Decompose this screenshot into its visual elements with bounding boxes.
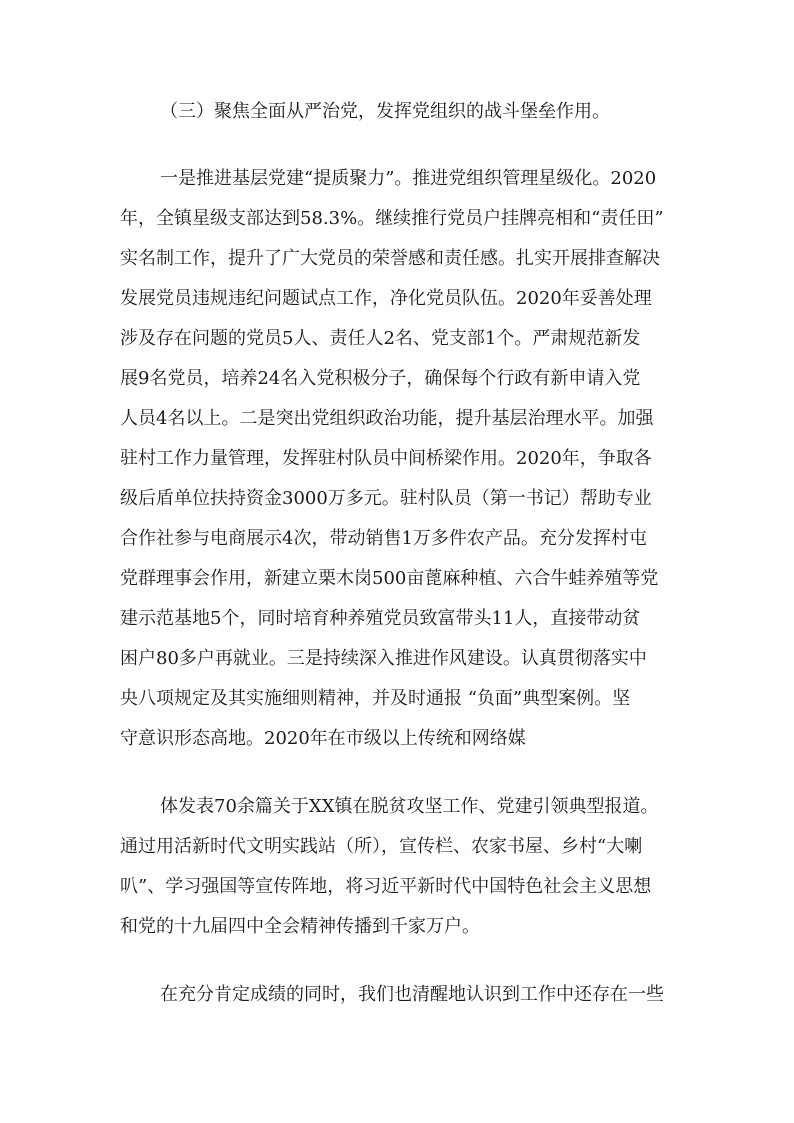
- paragraph-line: 和党的十九届四中全会精神传播到千家万户。: [120, 916, 480, 937]
- paragraph-line: 年，全镇星级支部达到58.3%。继续推行党员户挂牌亮相和“责任田”: [120, 208, 664, 229]
- paragraph-line: 实名制工作，提升了广大党员的荣誉感和责任感。扎实开展排查解决: [120, 248, 660, 269]
- paragraph-line: 一是推进基层党建“提质聚力”。推进党组织管理星级化。2020: [160, 168, 657, 189]
- paragraph-line: 叭”、学习强国等宣传阵地，将习近平新时代中国特色社会主义思想: [120, 876, 652, 897]
- paragraph-line: 在充分肯定成绩的同时，我们也清醒地认识到工作中还存在一些: [160, 984, 664, 1005]
- paragraph-line: 体发表70余篇关于XX镇在脱贫攻坚工作、党建引领典型报道。: [160, 796, 659, 817]
- paragraph-line: 人员4名以上。二是突出党组织政治功能，提升基层治理水平。加强: [120, 408, 654, 429]
- paragraph-line: 央八项规定及其实施细则精神，并及时通报 “负面”典型案例。坚: [120, 688, 631, 709]
- paragraph-line: 展9名党员，培养24名入党积极分子，确保每个行政有新申请入党: [120, 368, 641, 389]
- paragraph-line: 困户80多户再就业。三是持续深入推进作风建设。认真贯彻落实中: [120, 648, 647, 669]
- paragraph-line: 驻村工作力量管理，发挥驻村队员中间桥梁作用。2020年，争取各: [120, 448, 652, 469]
- paragraph-line: 发展党员违规违纪问题试点工作，净化党员队伍。2020年妥善处理: [120, 288, 652, 309]
- paragraph-line: 合作社参与电商展示4次，带动销售1万多件农产品。充分发挥村屯: [120, 528, 647, 549]
- paragraph-line: 通过用活新时代文明实践站（所），宣传栏、农家书屋、乡村“大喇: [120, 836, 643, 857]
- paragraph-line: 级后盾单位扶持资金3000万多元。驻村队员（第一书记）帮助专业: [120, 488, 652, 509]
- paragraph-line: 建示范基地5个，同时培育种养殖党员致富带头11人，直接带动贫: [120, 608, 641, 629]
- section-heading: （三）聚焦全面从严治党，发挥党组织的战斗堡垒作用。: [160, 101, 610, 122]
- paragraph-line: 守意识形态高地。2020年在市级以上传统和网络媒: [120, 728, 526, 749]
- paragraph-line: 党群理事会作用，新建立栗木岗500亩蓖麻种植、六合牛蛙养殖等党: [120, 568, 659, 589]
- paragraph-line: 涉及存在问题的党员5人、责任人2名、党支部1个。严肃规范新发: [120, 328, 641, 349]
